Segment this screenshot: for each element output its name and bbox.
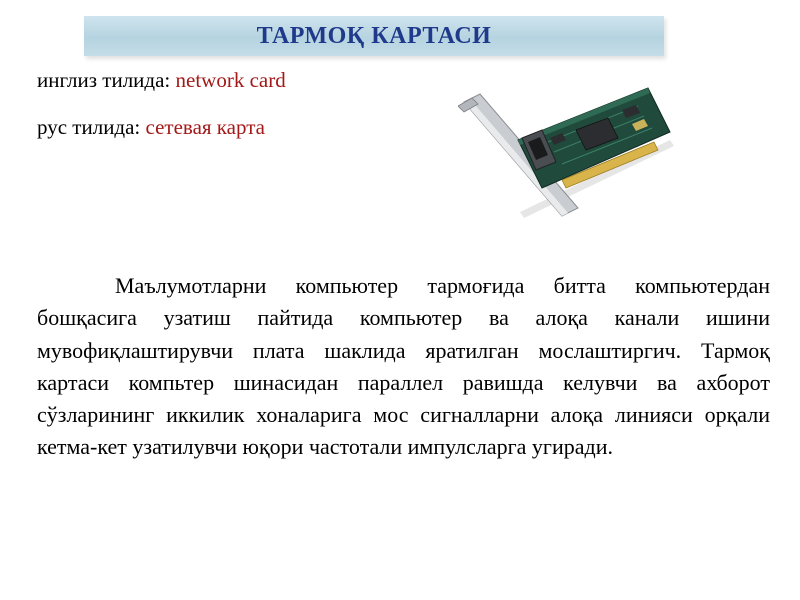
- english-term-line: [37, 68, 286, 93]
- english-label: инглиз тилида:: [37, 68, 176, 92]
- body-paragraph: Маълумотларни компьютер тармоғида битта компьютердан бошқасига узатиш пайтида компьютер ва алоқа канали ишини мувофиқлаштирувчи плата шаклида яратилган мослаштиргич. Тармоқ картаси компьтер шинасидан параллел равишда келувчи ва ахборот сўзларининг иккилик хоналарига мос сигналларни алоқа линияси орқали кетма-кет узатилувчи юқори частотали импулсларга угиради.: [37, 273, 770, 460]
- russian-label: рус тилида:: [37, 115, 146, 139]
- page-title: ТАРМОҚ КАРТАСИ: [256, 22, 492, 49]
- network-card-image: [458, 80, 678, 220]
- english-term: network card: [175, 68, 286, 92]
- russian-term-line: [37, 115, 265, 140]
- russian-term: сетевая карта: [145, 115, 265, 139]
- title-banner: [84, 16, 664, 56]
